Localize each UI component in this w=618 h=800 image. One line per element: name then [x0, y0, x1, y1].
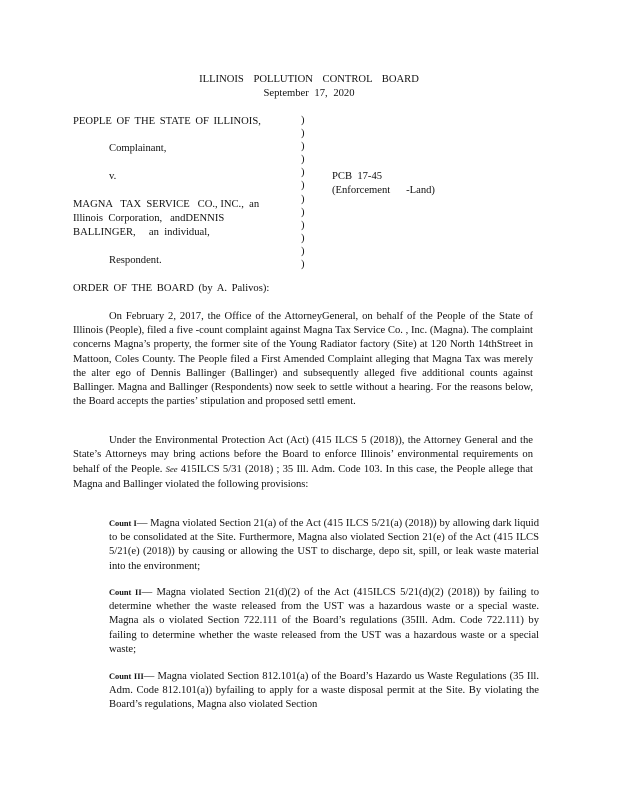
caption-parenthesis: ): [301, 206, 305, 218]
count-text: — Magna violated Section 812.101(a) of the Board’s Hazardo us Waste Regulations (35 Ill. Adm. Code 812.101(a)) byfailing to apply for a waste disposal permit at the Site. By violating the Board’s regulations, Magna also violated Section: [109, 671, 539, 711]
paragraph-procedural-history: [73, 310, 533, 409]
paragraph-text-part: 415ILCS 5/31 (2018) ; 35 Ill. Adm. Code 103. In this case, the People allege that Magna and Ballinger violated the following provisions:: [73, 464, 533, 490]
respondent-name-line2: Illinois Corporation, andDENNIS: [73, 213, 225, 224]
paragraph-text: On February 2, 2017, the Office of the AttorneyGeneral, on behalf of the People of the State of Illinois (People), filed a five -count complaint against Magna Tax Service Co. , Inc. (Magna). The complaint concerns Magna’s property, the former site of the Young Radiator factory (Site) at 120 North 14thStreet in Mattoon, Coles County. The People filed a First Amended Complaint alleging that Magna Tax was merely the alter ego of Dennis Ballinger (Ballinger) and subsequently alleged five additional counts against Ballinger. Magna and Ballinger (Respondents) now seek to settle without a hearing. For the reasons below, the Board accepts the parties’ stipulation and proposed settl ement.: [73, 311, 533, 408]
caption-parenthesis: ): [301, 219, 305, 231]
count-item: [109, 670, 539, 713]
count-label: Count I: [109, 519, 137, 528]
caption-parenthesis: ): [301, 128, 305, 140]
case-number: PCB 17-45: [332, 171, 383, 182]
caption-parenthesis: ): [301, 232, 305, 244]
see-signal: See: [165, 464, 178, 475]
complainant-label: Complainant,: [109, 143, 167, 154]
respondent-label: Respondent.: [109, 255, 162, 266]
respondent-name-line1: MAGNA TAX SERVICE CO., INC., an: [73, 199, 260, 210]
versus-label: v.: [109, 171, 117, 182]
board-title: ILLINOIS POLLUTION CONTROL BOARD: [199, 74, 419, 85]
caption-parenthesis-column: [301, 114, 305, 271]
caption-parenthesis: ): [301, 180, 305, 192]
count-item: [109, 586, 539, 657]
caption-parenthesis: ): [301, 141, 305, 153]
plaintiff-name: PEOPLE OF THE STATE OF ILLINOIS,: [73, 116, 261, 127]
caption-parenthesis: ): [301, 154, 305, 166]
count-item: [109, 517, 539, 574]
order-date: September 17, 2020: [263, 88, 355, 99]
caption-parenthesis: ): [301, 167, 305, 179]
respondent-name-line3: BALLINGER, an individual,: [73, 227, 210, 238]
paragraph-text: [73, 434, 533, 492]
paragraph-text-part: Under the Environmental Protection Act (Act) (415 ILCS 5 (2018)), the Attorney General and the State’s Attorneys may bring actions before the Board to enforce Illinois’ environmental requirements on behalf of the People.: [73, 435, 533, 476]
count-label: Count II: [109, 588, 142, 597]
paragraph-statutory-framework: [73, 434, 533, 492]
order-heading: ORDER OF THE BOARD (by A. Palivos):: [73, 283, 270, 294]
caption-parenthesis: ): [301, 245, 305, 257]
count-text: — Magna violated Section 21(d)(2) of the Act (415ILCS 5/21(d)(2) (2018)) by failing to determine whether the waste released from the UST was a hazardous waste or a special waste. Magna als o violated Section 722.111 of the Board’s regulations (35Ill. Adm. Code 722.111) by failing to determine whether the waste released from the UST was a hazardous waste or a special waste;: [109, 587, 539, 655]
case-type: (Enforcement -Land): [332, 185, 435, 196]
caption-parenthesis: ): [301, 115, 305, 126]
caption-parenthesis: ): [301, 193, 305, 205]
count-text: — Magna violated Section 21(a) of the Act (415 ILCS 5/21(a) (2018)) by allowing dark liquid to be consolidated at the Site. Furthermore, Magna also violated Section 21(e) of the Act (415 ILCS 5/21(e) (2018)) by causing or allowing the UST to discharge, depo sit, spill, or leak waste material into the environment;: [109, 518, 539, 572]
caption-parenthesis: ): [301, 259, 305, 271]
count-label: Count III: [109, 672, 144, 681]
